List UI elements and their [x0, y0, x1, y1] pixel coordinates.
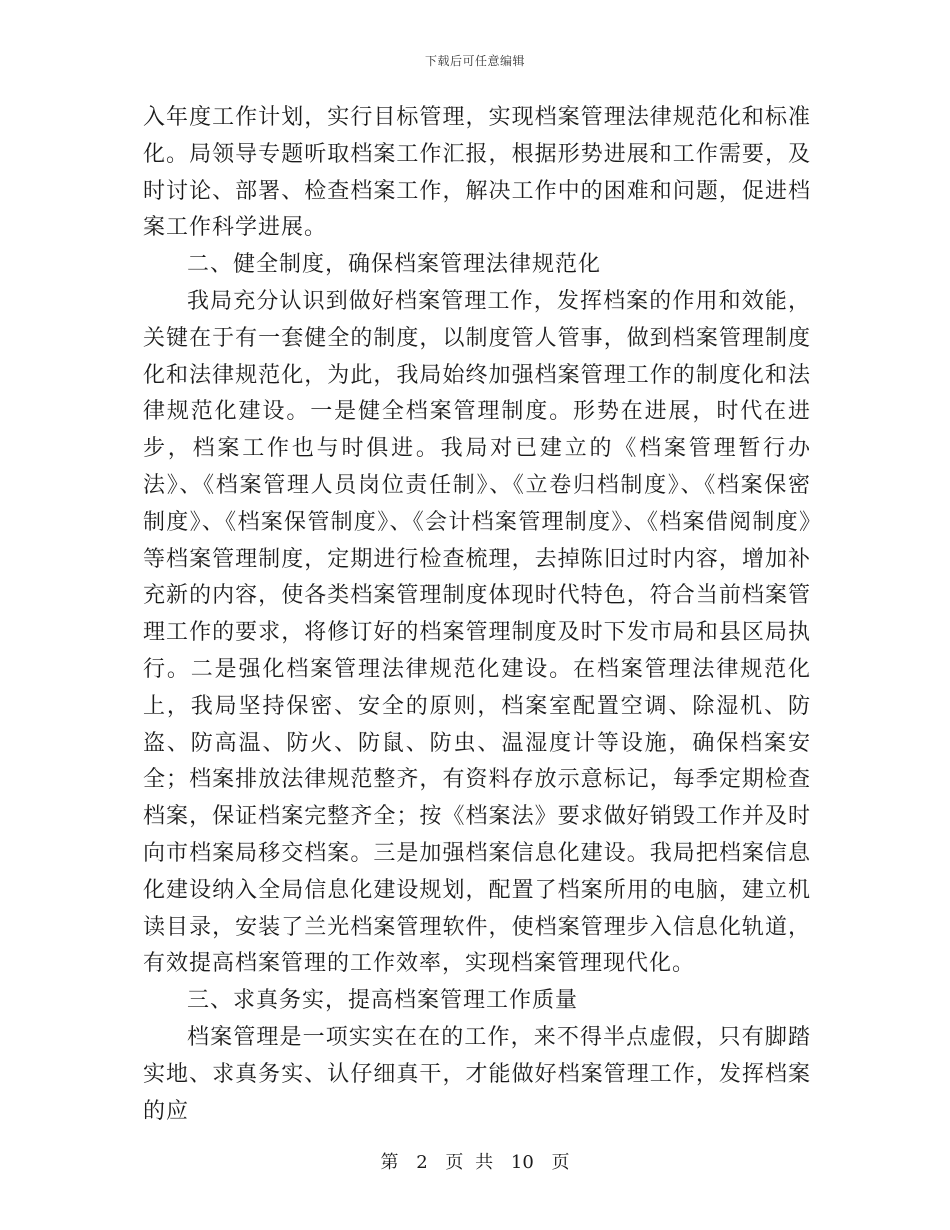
section-heading-2: 二、健全制度，确保档案管理法律规范化	[187, 252, 602, 278]
footer-middle: 页 共	[445, 1152, 494, 1173]
footer-prefix: 第	[380, 1152, 399, 1173]
section-heading-3: 三、求真务实，提高档案管理工作质量	[187, 988, 579, 1014]
footer-suffix: 页	[551, 1152, 570, 1173]
page-header: 下载后可任意编辑	[424, 54, 525, 68]
paragraph-continuation: 入年度工作计划，实行目标管理，实现档案管理法律规范化和标准化。局领导专题听取档案工作汇报，根据形势进展和工作需要，及时讨论、部署、检查档案工作，解决工作中的困难和问题，促进档案工作科学进展。	[143, 105, 811, 241]
footer-total-pages: 10	[510, 1152, 534, 1173]
paragraph-section-3: 档案管理是一项实实在在的工作，来不得半点虚假，只有脚踏实地、求真务实、认仔细真干，才能做好档案管理工作，发挥档案的应	[143, 1024, 811, 1124]
paragraph-section-2: 我局充分认识到做好档案管理工作，发挥档案的作用和效能，关键在于有一套健全的制度，以制度管人管事，做到档案管理制度化和法律规范化，为此，我局始终加强档案管理工作的制度化和法律规范化建设。一是健全档案管理制度。形势在进展，时代在进步，档案工作也与时俱进。我局对已建立的《档案管理暂行办法》、《档案管理人员岗位责任制》、《立卷归档制度》、《档案保密制度》、《档案保管制度》、《会计档案管理制度》、《档案借阅制度》等档案管理制度，定期进行检查梳理，去掉陈旧过时内容，增加补充新的内容，使各类档案管理制度体现时代特色，符合当前档案管理工作的要求，将修订好的档案管理制度及时下发市局和县区局执行。二是强化档案管理法律规范化建设。在档案管理法律规范化上，我局坚持保密、安全的原则，档案室配置空调、除湿机、防盗、防高温、防火、防鼠、防虫、温湿度计等设施，确保档案安全；档案排放法律规范整齐，有资料存放示意标记，每季定期检查档案，保证档案完整齐全；按《档案法》要求做好销毁工作并及时向市档案局移交档案。三是加强档案信息化建设。我局把档案信息化建设纳入全局信息化建设规划，配置了档案所用的电脑，建立机读目录，安装了兰光档案管理软件，使档案管理步入信息化轨道，有效提高档案管理的工作效率，实现档案管理现代化。	[143, 288, 811, 977]
footer-page-number: 2	[416, 1152, 428, 1173]
page-footer	[0, 1148, 950, 1174]
document-body	[143, 100, 811, 1130]
